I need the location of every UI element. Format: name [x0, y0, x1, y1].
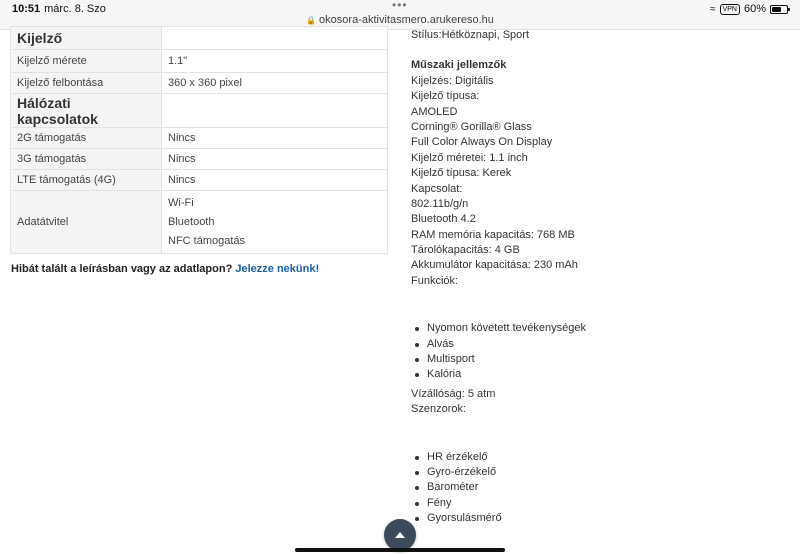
- spec-value: 1.1": [162, 50, 388, 73]
- status-date: márc. 8. Szo: [44, 3, 106, 15]
- list-item: HR érzékelő: [411, 450, 791, 465]
- spec-table: [10, 26, 388, 254]
- spec-value: Nincs: [162, 128, 388, 149]
- style-line: Stílus:Hétköznapi, Sport: [411, 29, 530, 41]
- list-item: Multisport: [411, 352, 791, 367]
- vpn-badge: VPN: [720, 4, 740, 15]
- list-item: Fény: [411, 496, 791, 511]
- desc-line: 802.11b/g/n: [411, 197, 469, 210]
- battery-icon: [770, 5, 788, 14]
- spec-value-item: Bluetooth: [168, 215, 215, 228]
- battery-percent: 60%: [743, 3, 766, 15]
- browser-menu-dots[interactable]: •••: [392, 0, 408, 12]
- desc-line: Full Color Always On Display: [411, 136, 553, 149]
- desc-line: Kapcsolat:: [411, 182, 463, 195]
- spec-label: 3G támogatás: [11, 149, 162, 170]
- product-description: [411, 26, 791, 527]
- spec-value-item: NFC támogatás: [168, 234, 246, 247]
- table-row: [11, 191, 388, 254]
- address-bar[interactable]: [0, 14, 800, 26]
- desc-line: Tárolókapacitás: 4 GB: [411, 244, 520, 257]
- desc-line: Corning® Gorilla® Glass: [411, 120, 532, 133]
- spec-value-item: Wi-Fi: [168, 196, 194, 209]
- functions-list: [411, 321, 791, 383]
- lock-icon: 🔒: [306, 16, 317, 25]
- spec-value: Nincs: [162, 170, 388, 191]
- feedback-line: [11, 263, 319, 275]
- table-section-row: [11, 27, 388, 50]
- feedback-text: Hibát talált a leírásban vagy az adatlapon?: [11, 263, 233, 275]
- desc-line: RAM memória kapacitás: 768 MB: [411, 228, 575, 241]
- sensors-list: [411, 450, 791, 527]
- list-item: Barométer: [411, 480, 791, 495]
- list-item: Kalória: [411, 367, 791, 382]
- spec-value: Nincs: [162, 149, 388, 170]
- desc-line: Kijelzés: Digitális: [411, 74, 494, 87]
- spec-label: 2G támogatás: [11, 128, 162, 149]
- desc-line: Kijelző méretei: 1.1 inch: [411, 151, 528, 164]
- desc-line: Kijelző típusa:: [411, 90, 480, 103]
- spec-label: LTE támogatás (4G): [11, 170, 162, 191]
- status-time: 10:51 márc. 8. Szo: [12, 3, 106, 15]
- list-item: Nyomon követett tevékenységek: [411, 321, 791, 336]
- desc-line: Kijelző típusa: Kerek: [411, 167, 512, 180]
- url-text: okosora-aktivitasmero.arukereso.hu: [319, 14, 494, 26]
- spec-label: Kijelző felbontása: [11, 73, 162, 94]
- status-icons: [710, 3, 788, 15]
- scroll-to-top-button[interactable]: [384, 519, 416, 551]
- spec-label: Kijelző mérete: [11, 50, 162, 73]
- table-row: [11, 149, 388, 170]
- list-item: Gyro-érzékelő: [411, 465, 791, 480]
- spec-label: Adatátvitel: [11, 191, 162, 254]
- desc-line: Akkumulátor kapacitása: 230 mAh: [411, 259, 578, 272]
- table-row: [11, 170, 388, 191]
- table-row: [11, 73, 388, 94]
- list-item: Alvás: [411, 337, 791, 352]
- wifi-icon: ≈: [710, 3, 716, 15]
- arrow-up-icon: [395, 532, 405, 538]
- desc-line: Funkciók:: [411, 274, 459, 287]
- section-title-network: Hálózati kapcsolatok: [11, 94, 162, 128]
- tech-heading: Műszaki jellemzők: [411, 59, 507, 72]
- table-row: [11, 128, 388, 149]
- desc-line: AMOLED: [411, 105, 458, 118]
- desc-line: Bluetooth 4.2: [411, 213, 476, 226]
- spec-value-list: [162, 191, 388, 254]
- spec-value: 360 x 360 pixel: [162, 73, 388, 94]
- sensors-label: Szenzorok:: [411, 403, 467, 416]
- table-section-row: [11, 94, 388, 128]
- report-error-link[interactable]: Jelezze nekünk!: [235, 263, 320, 275]
- list-item: Gyorsulásmérő: [411, 511, 791, 526]
- table-row: [11, 50, 388, 73]
- section-title-display: Kijelző: [11, 27, 162, 50]
- home-indicator[interactable]: [295, 548, 505, 552]
- water-resistance: Vízállóság: 5 atm: [411, 387, 496, 400]
